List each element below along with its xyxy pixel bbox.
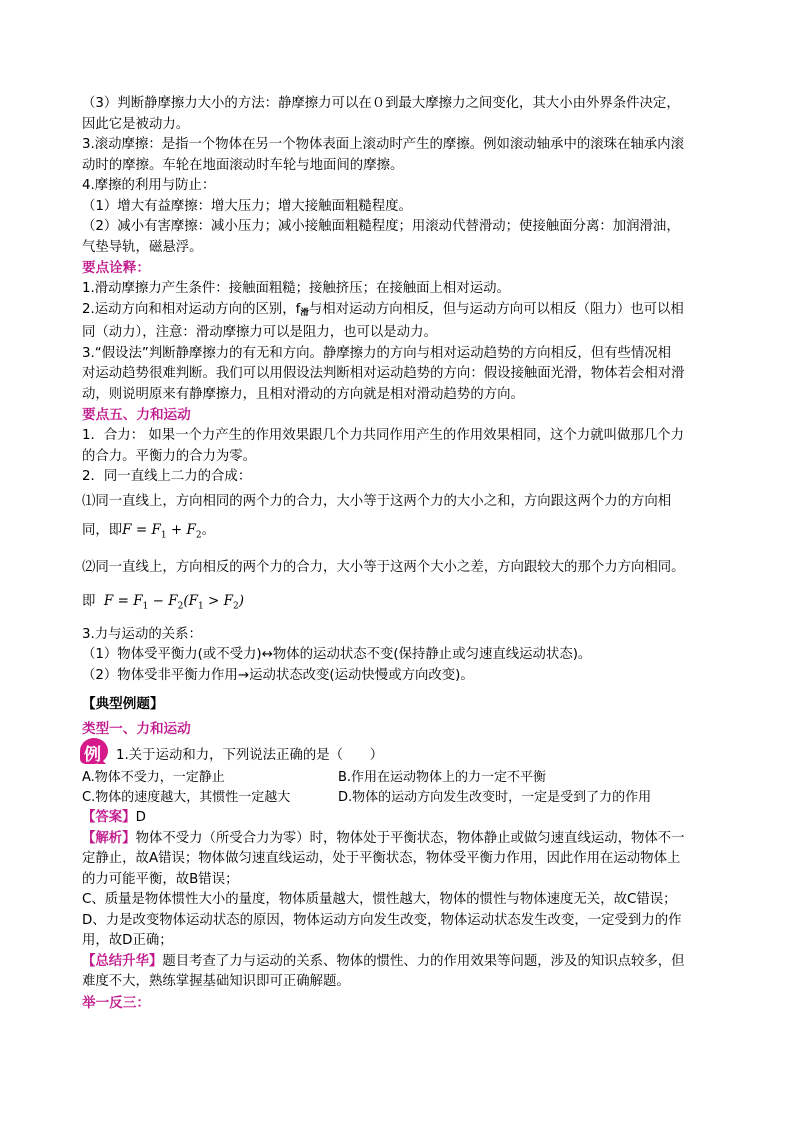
option-b: B.作用在运动物体上的力一定不平衡 xyxy=(338,770,547,786)
summary-tag: 【总结升华】 xyxy=(82,953,163,969)
document-page xyxy=(82,94,718,1014)
p3-line2: （1）增大有益摩擦：增大压力；增大接触面粗糙程度。 xyxy=(82,198,412,214)
analysis-line6: 用，故D正确； xyxy=(82,933,173,949)
summary-line2: 难度不大，熟练掌握基础知识即可正确解题。 xyxy=(82,974,350,990)
same-direction-line2 xyxy=(82,520,718,546)
example-badge-icon: 例 xyxy=(80,738,112,768)
relation-1: （1）物体受平衡力(或不受力)↔物体的运动状态不变(保持静止或匀速直线运动状态)。 xyxy=(82,647,592,663)
right-arrow-icon: → xyxy=(237,667,250,683)
note-2-line2: 同（动力），注意：滑动摩擦力可以是阻力，也可以是动力。 xyxy=(82,325,437,340)
resultant-def-line1: 1．合力： 如果一个力产生的作用效果跟几个力共同作用产生的作用效果相同，这个力就叫做那几个力 xyxy=(82,428,684,443)
double-arrow-icon: ↔ xyxy=(261,647,273,663)
analysis-line1: 【解析】物体不受力（所受合力为零）时，物体处于平衡状态，物体静止或做匀速直线运动，物体不一 xyxy=(82,830,685,846)
answer-line xyxy=(82,808,718,829)
analysis-line5: D、力是改变物体运动状态的原因，物体运动方向发生改变，物体运动状态发生改变，一定受到力的作 xyxy=(82,912,682,928)
heading-key-notes: 要点诠释： xyxy=(82,260,150,276)
formula-prefix: 即 xyxy=(82,593,96,609)
note-2-text-a: 2.运动方向和相对运动方向的区别，f xyxy=(82,301,301,317)
formula-sum: $F = F_1 + F_2$ xyxy=(122,522,202,541)
force-motion-relation: 3.力与运动的关系： xyxy=(82,626,202,642)
note-3-line2: 对运动趋势很难判断。我们可以用假设法判断相对运动趋势的方向：假设接触面光滑，物体若会相对滑 xyxy=(82,366,685,381)
p3-line3: （2）减小有害摩擦：减小压力；减小接触面粗糙程度；用滚动代替滑动；使接触面分离：加润滑油， xyxy=(82,219,680,234)
answer-tag: 【答案】 xyxy=(82,810,136,826)
same-line-composition: 2．同一直线上二力的合成： xyxy=(82,469,252,484)
opposite-direction-formula-line xyxy=(82,591,718,617)
same-direction-suffix: 。 xyxy=(201,523,215,538)
option-d: D.物体的运动方向发生改变时，一定是受到了力的作用 xyxy=(338,790,652,806)
answer-value: D xyxy=(135,810,146,826)
opposite-direction-line: ⑵同一直线上，方向相反的两个力的合力，大小等于这两个大小之差，方向跟较大的那个力方向相同。 xyxy=(82,560,685,576)
analysis-line4: C、质量是物体惯性大小的量度，物体质量越大，惯性越大，物体的惯性与物体速度无关，故C错误； xyxy=(82,892,677,908)
p3-line4: 气垫导轨，磁悬浮。 xyxy=(82,239,203,255)
question-1: 1.关于运动和力，下列说法正确的是（ ） xyxy=(116,748,384,764)
heading-type-one: 类型一、力和运动 xyxy=(82,721,191,738)
summary-line1: 【总结升华】题目考查了力与运动的关系、物体的惯性、力的作用效果等问题，涉及的知识点较多，但 xyxy=(82,953,685,969)
p1-line2: 因此它是被动力。 xyxy=(82,116,190,132)
analysis-line3: 的力可能平衡，故B错误； xyxy=(82,871,239,887)
option-a: A.物体不受力，一定静止 xyxy=(82,770,225,786)
analysis-tag: 【解析】 xyxy=(82,830,136,846)
note-2-line1 xyxy=(82,300,718,324)
options-row-1 xyxy=(82,768,718,788)
same-direction-prefix: 同，即 xyxy=(82,523,123,538)
p1-line1: （3）判断静摩擦力大小的方法：静摩擦力可以在０到最大摩擦力之间变化，其大小由外界条件决定， xyxy=(82,96,680,111)
note-3-line1: 3.“假设法”判断静摩擦力的有无和方向。静摩擦力的方向与相对运动趋势的方向相反，但有些情况相 xyxy=(82,345,672,361)
p3-line1: 4.摩擦的利用与防止： xyxy=(82,178,216,193)
note-1: 1.滑动摩擦力产生条件：接触面粗糙；接触挤压；在接触面上相对运动。 xyxy=(82,281,510,296)
options-row-2 xyxy=(82,788,718,808)
heading-practice: 举一反三： xyxy=(82,994,150,1011)
example-row xyxy=(80,740,718,768)
note-2-text-b: 与相对运动方向相反，但与运动方向可以相反（阻力）也可以相 xyxy=(308,301,684,317)
formula-difference: $F = F_1 - F_2(F_1 > F_2)$ xyxy=(103,592,244,612)
analysis-line2: 定静止，故A错误；物体做匀速直线运动，处于平衡状态，物体受平衡力作用，因此作用在运动物体上 xyxy=(82,851,681,867)
heading-point-five: 要点五、力和运动 xyxy=(82,407,191,423)
heading-typical-examples: 【典型例题】 xyxy=(82,696,164,713)
resultant-def-line2: 的合力。平衡力的合力为零。 xyxy=(82,448,257,464)
option-c: C.物体的速度越大，其惯性一定越大 xyxy=(82,790,291,806)
same-direction-line1: ⑴同一直线上，方向相同的两个力的合力，大小等于这两个力的大小之和，方向跟这两个力的方向相 xyxy=(82,493,672,509)
p2-line1: 3.滚动摩擦：是指一个物体在另一个物体表面上滚动时产生的摩擦。例如滚动轴承中的滚珠在轴承内滚 xyxy=(82,137,684,152)
friction-subscript: 滑 xyxy=(300,307,309,318)
relation-2: （2）物体受非平衡力作用→运动状态改变(运动快慢或方向改变)。 xyxy=(82,667,474,683)
p2-line2: 动时的摩擦。车轮在地面滚动时车轮与地面间的摩擦。 xyxy=(82,157,404,173)
note-3-line3: 动，则说明原来有静摩擦力，且相对滑动的方向就是相对滑动趋势的方向。 xyxy=(82,386,524,402)
